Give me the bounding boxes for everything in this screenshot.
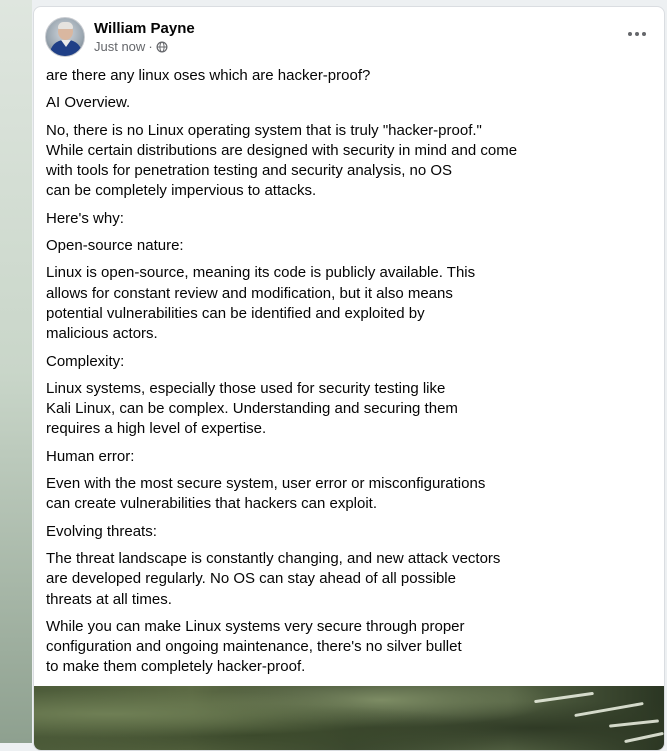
timestamp[interactable]: Just now [94, 39, 146, 54]
post-card [33, 6, 665, 751]
post-meta [94, 19, 195, 55]
more-dots-icon [628, 32, 646, 36]
author-name[interactable]: William Payne [94, 20, 195, 37]
post-paragraph: Evolving threats: [46, 522, 157, 540]
background-page-strip [0, 0, 32, 743]
post-paragraph: Open-source nature: [46, 237, 184, 255]
post-paragraph: Complexity: [46, 352, 125, 370]
post-paragraph: No, there is no Linux operating system that is truly "hacker-proof." While certain distributions are designed with security in mind and come with tools for penetration testing and security analysis, no OS can be completely impervious to attacks. [46, 121, 518, 200]
timestamp-row [94, 38, 195, 55]
post-paragraph: AI Overview. [46, 94, 131, 112]
post-paragraph: While you can make Linux systems very secure through proper configuration and ongoing maintenance, there's no silver bullet to make them completely hacker-proof. [46, 617, 465, 676]
separator-dot: · [148, 39, 153, 54]
globe-icon[interactable] [156, 41, 168, 53]
post-paragraph: Human error: [46, 447, 135, 465]
post-paragraph: Linux is open-source, meaning its code is publicly available. This allows for constant review and modification, but it also means potential vulnerabilities can be identified and exploited by malicious actors. [46, 264, 476, 343]
more-options-button[interactable] [622, 22, 652, 46]
post-image[interactable] [34, 686, 665, 751]
post-paragraph: are there any linux oses which are hacker-proof? [46, 67, 371, 84]
post-text [46, 66, 546, 685]
post-paragraph: Here's why: [46, 209, 124, 227]
avatar[interactable] [45, 17, 85, 57]
post-header [45, 16, 195, 58]
post-paragraph: Linux systems, especially those used for security testing like Kali Linux, can be complex. Understanding and securing them requires a high level of expertise. [46, 379, 458, 438]
post-paragraph: Even with the most secure system, user error or misconfigurations can create vulnerabilities that hackers can exploit. [46, 475, 486, 513]
post-paragraph: The threat landscape is constantly changing, and new attack vectors are developed regularly. No OS can stay ahead of all possible threats at all times. [46, 549, 501, 608]
